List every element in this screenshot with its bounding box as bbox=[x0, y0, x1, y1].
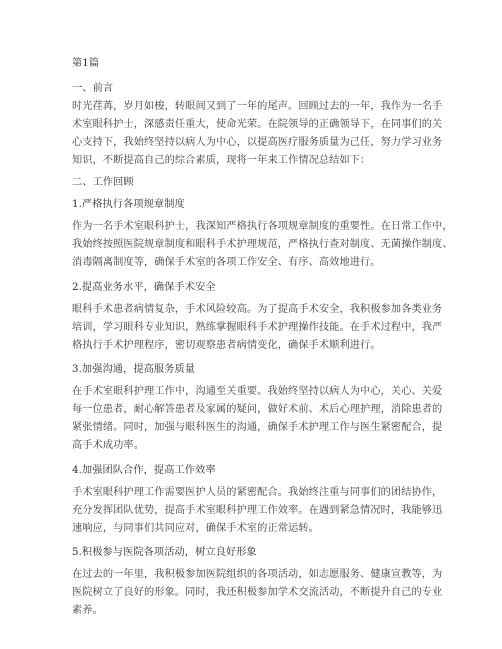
paragraph-line: 速响应，与同事们共同应对，确保手术室的正常运转。 bbox=[72, 523, 319, 534]
paragraph-line: 手术室眼科护理工作需要医护人员的紧密配合。我始终注重与同事们的团结协作， bbox=[72, 487, 443, 498]
paragraph-line: 在过去的一年里，我积极参加医院组织的各项活动，如志愿服务、健康宣教等，为 bbox=[72, 569, 443, 580]
section-heading-preface: 一、前言 bbox=[72, 83, 114, 94]
paragraph-line: 在手术室眼科护理工作中，沟通至关重要。我始终坚持以病人为中心，关心、关爱 bbox=[72, 386, 443, 397]
paragraph-line: 医院树立了良好的形象。同时，我还积极参加学术交流活动，不断提升自己的专业 bbox=[72, 587, 443, 598]
paragraph-line: 每一位患者，耐心解答患者及家属的疑问，做好术前、术后心理护理，消除患者的 bbox=[72, 404, 443, 415]
paragraph-line: 时光荏苒，岁月如梭，转眼间又到了一年的尾声。回顾过去的一年，我作为一名手 bbox=[72, 101, 443, 112]
item-title: 2.提高业务水平，确保手术安全 bbox=[72, 282, 216, 293]
item-title: 5.积极参与医院各项活动，树立良好形象 bbox=[72, 547, 257, 558]
item-title: 1.严格执行各项规章制度 bbox=[72, 199, 185, 210]
paragraph-line: 术室眼科护士，深感责任重大，使命光荣。在院领导的正确领导下，在同事们的关 bbox=[72, 119, 443, 130]
paragraph-line: 知识，不断提高自己的综合素质，现将一年来工作情况总结如下： bbox=[72, 155, 371, 166]
part-label: 第1篇 bbox=[72, 58, 100, 69]
paragraph-line: 消毒隔离制度等，确保手术室的各项工作安全、有序、高效地进行。 bbox=[72, 257, 381, 268]
paragraph-line: 作为一名手术室眼科护士，我深知严格执行各项规章制度的重要性。在日常工作中， bbox=[72, 221, 453, 232]
item-title: 3.加强沟通，提高服务质量 bbox=[72, 364, 196, 375]
paragraph-line: 高手术成功率。 bbox=[72, 440, 145, 451]
paragraph-line: 眼科手术患者病情复杂，手术风险较高。为了提高手术安全，我积极参加各类业务 bbox=[72, 304, 443, 315]
paragraph-line: 充分发挥团队优势，提高手术室眼科护理工作效率。在遇到紧急情况时，我能够迅 bbox=[72, 505, 443, 516]
paragraph-line: 培训，学习眼科专业知识，熟练掌握眼科手术护理操作技能。在手术过程中，我严 bbox=[72, 322, 443, 333]
paragraph-line: 格执行手术护理程序，密切观察患者病情变化，确保手术顺利进行。 bbox=[72, 340, 381, 351]
paragraph-line: 素养。 bbox=[72, 605, 103, 616]
paragraph-line: 我始终按照医院规章制度和眼科手术护理规范，严格执行查对制度、无菌操作制度、 bbox=[72, 239, 453, 250]
item-title: 4.加强团队合作，提高工作效率 bbox=[72, 465, 216, 476]
paragraph-line: 心支持下，我始终坚持以病人为中心，以提高医疗服务质量为己任，努力学习业务 bbox=[72, 137, 443, 148]
section-heading-review: 二、工作回顾 bbox=[72, 177, 134, 188]
paragraph-line: 紧张情绪。同时，加强与眼科医生的沟通，确保手术护理工作与医生紧密配合，提 bbox=[72, 422, 443, 433]
